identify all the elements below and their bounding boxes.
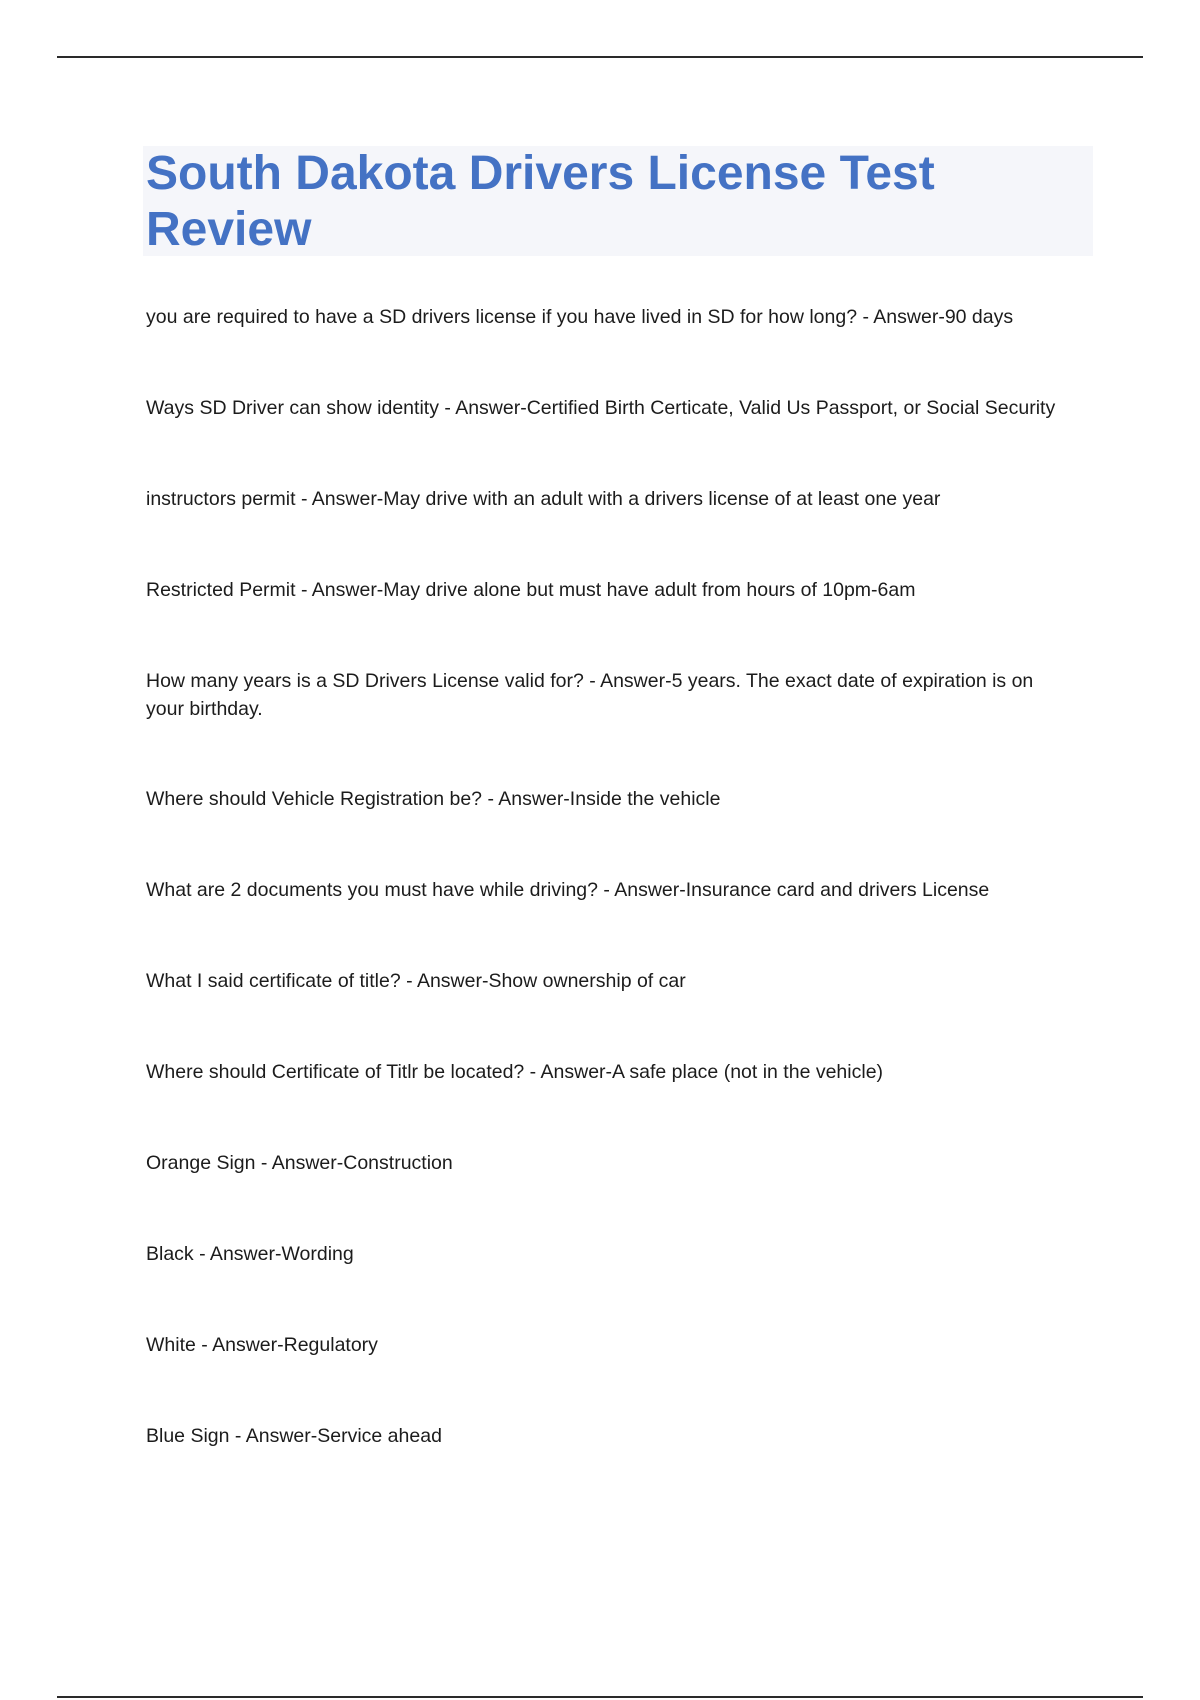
- qa-item: instructors permit - Answer-May drive with an adult with a drivers license of at least one year: [146, 488, 941, 510]
- qa-item: Black - Answer-Wording: [146, 1243, 354, 1265]
- qa-item: Orange Sign - Answer-Construction: [146, 1152, 453, 1174]
- qa-item: How many years is a SD Drivers License valid for? - Answer-5 years. The exact date of expiration is on your birthday.: [146, 670, 1034, 720]
- qa-item: What I said certificate of title? - Answer-Show ownership of car: [146, 970, 686, 992]
- qa-item: Ways SD Driver can show identity - Answer-Certified Birth Certicate, Valid Us Passport, or Social Security: [146, 397, 1056, 419]
- title-banner: [143, 146, 1093, 256]
- qa-item: Where should Vehicle Registration be? - Answer-Inside the vehicle: [146, 788, 721, 810]
- qa-item: What are 2 documents you must have while driving? - Answer-Insurance card and drivers License: [146, 879, 990, 901]
- bottom-rule: [57, 1696, 1143, 1698]
- top-rule: [57, 56, 1143, 58]
- qa-item: Where should Certificate of Titlr be located? - Answer-A safe place (not in the vehicle): [146, 1061, 884, 1083]
- qa-item: White - Answer-Regulatory: [146, 1334, 378, 1356]
- qa-item: Blue Sign - Answer-Service ahead: [146, 1425, 442, 1447]
- page-title: South Dakota Drivers License Test Review: [146, 147, 935, 256]
- qa-item: Restricted Permit - Answer-May drive alone but must have adult from hours of 10pm-6am: [146, 579, 916, 601]
- qa-item: you are required to have a SD drivers license if you have lived in SD for how long? - Answer-90 days: [146, 306, 1014, 328]
